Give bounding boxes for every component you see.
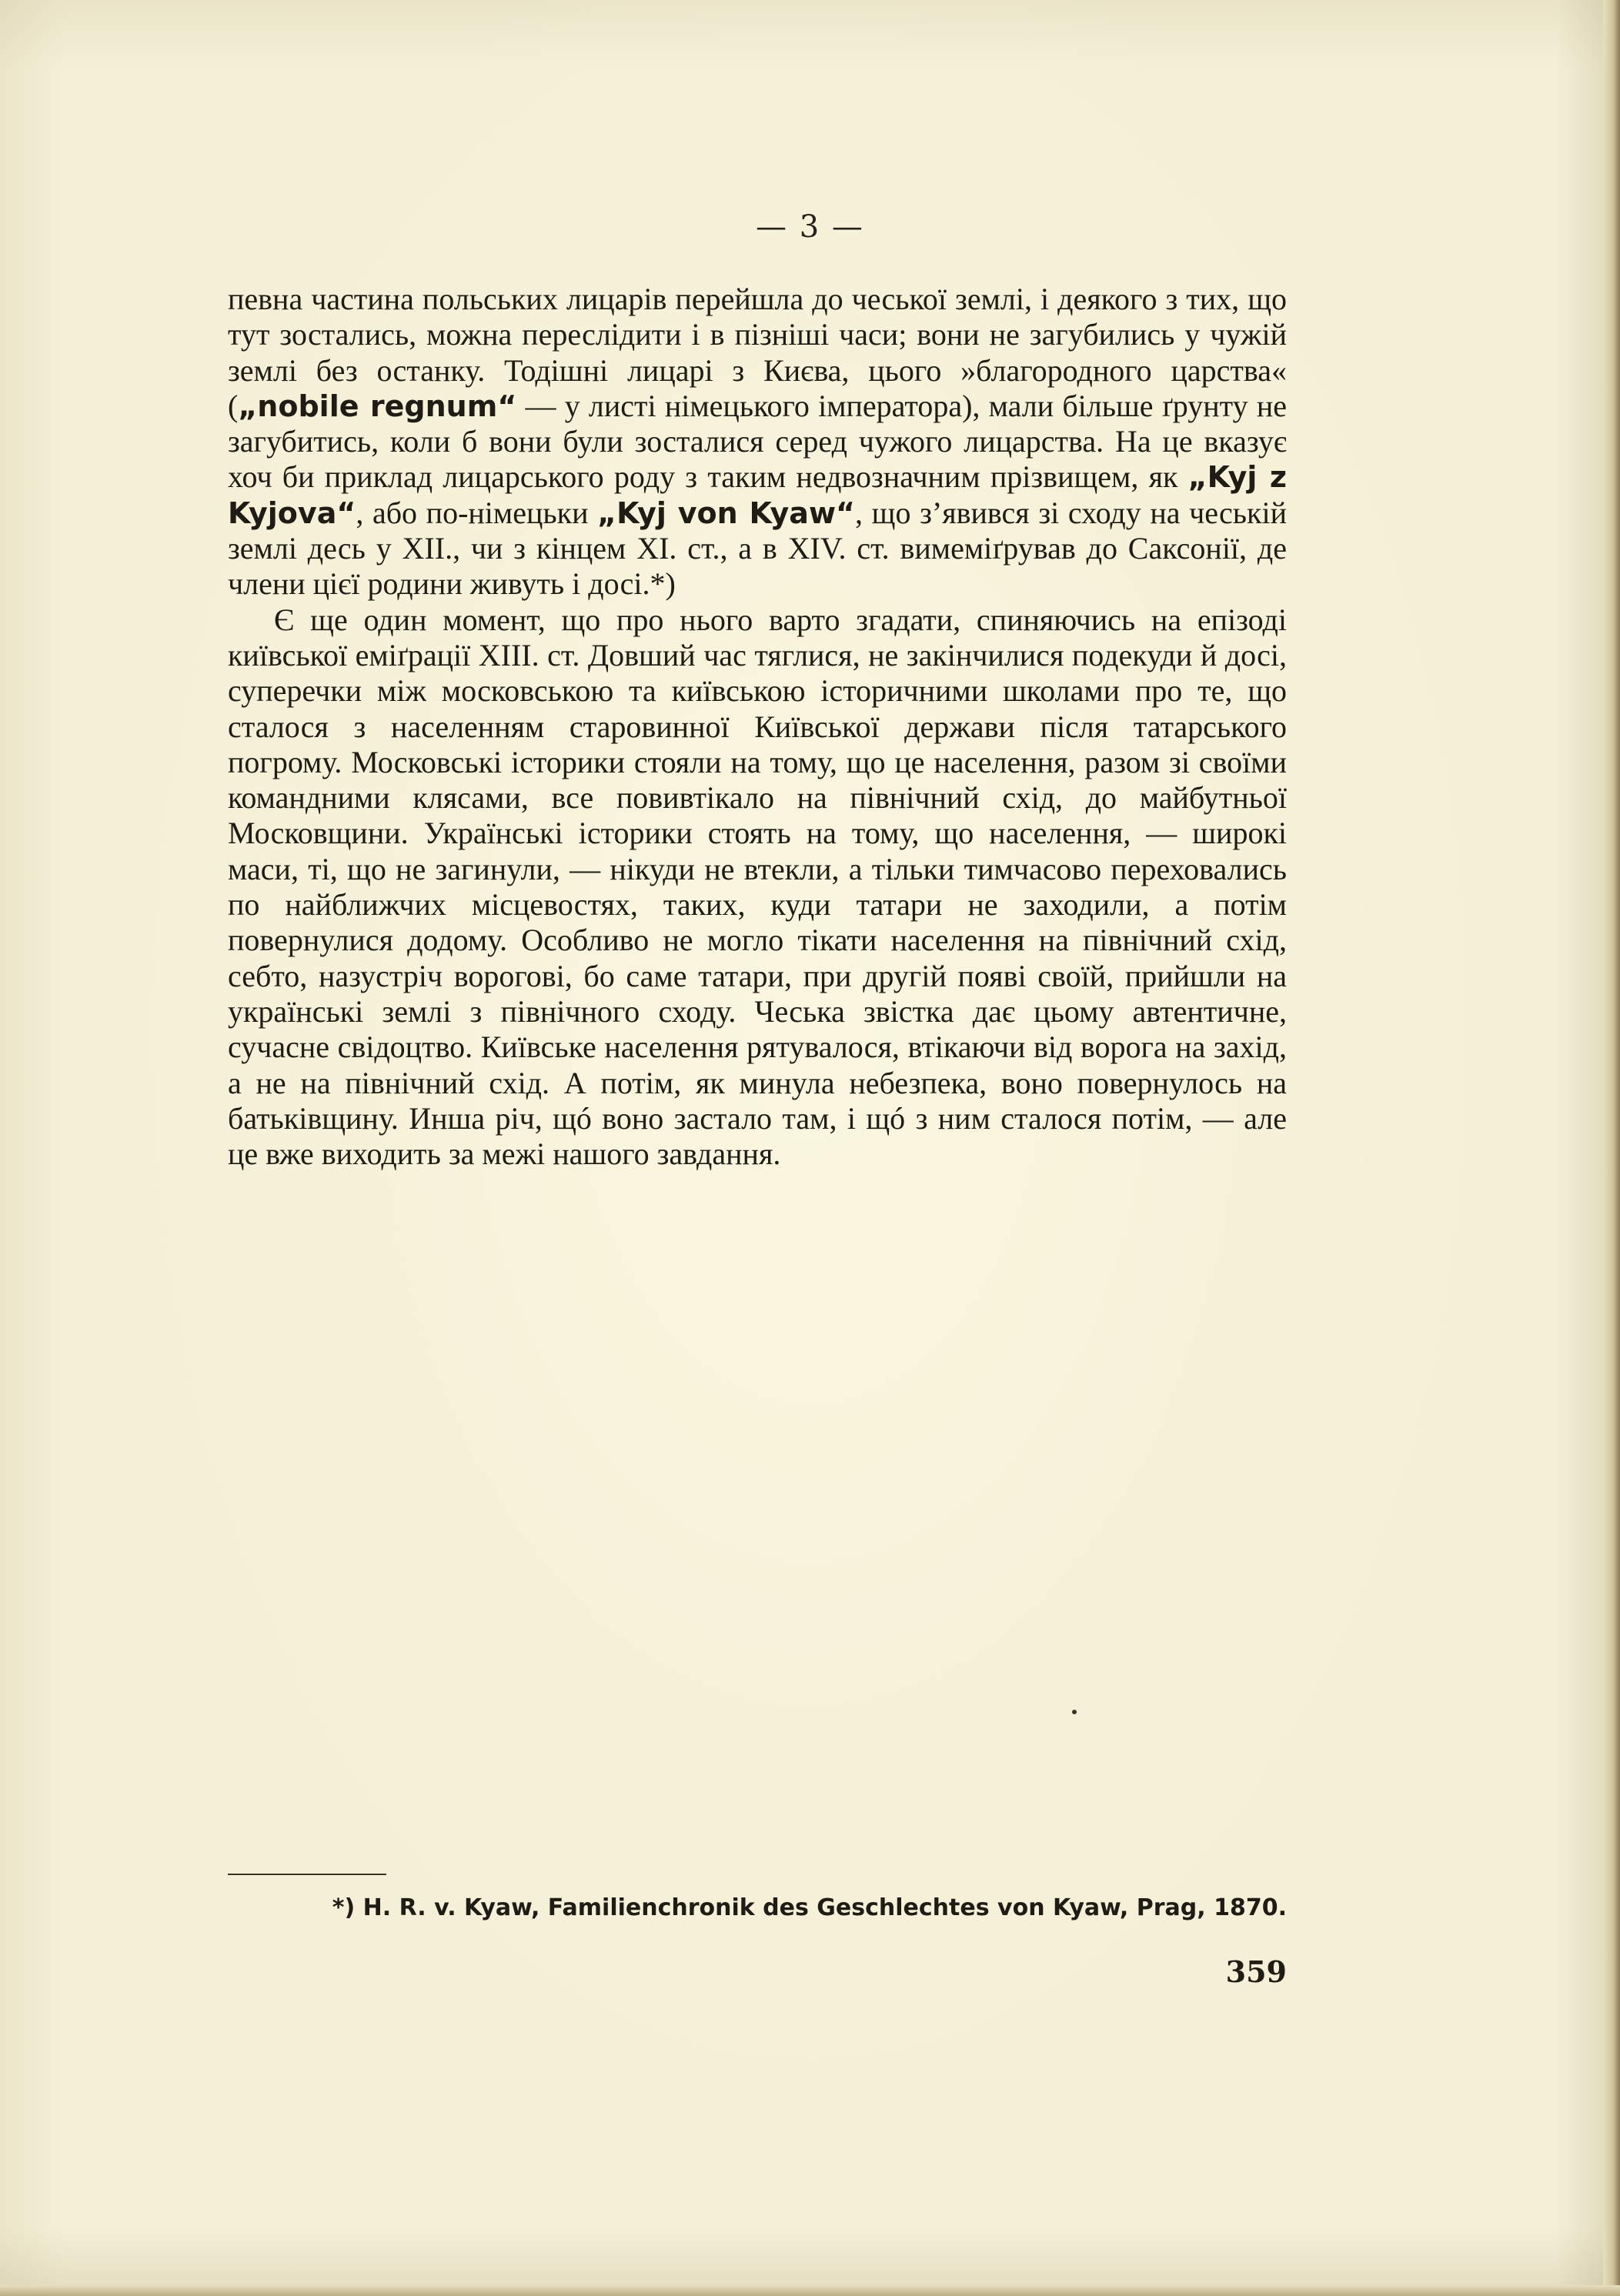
page-bottom-edge xyxy=(0,2285,1620,2296)
latin-name-kyj-von-kyaw: „Kyj von Kyaw“ xyxy=(597,496,856,530)
page-number: 359 xyxy=(1225,1954,1287,1989)
footnote: *) H. R. v. Kyaw, Familienchronik des Geschlechtes von Kyaw, Prag, 1870. xyxy=(332,1894,1287,1921)
p1-text-d: , що з’явився зі сходу на чеській землі десь у XII., чи з кінцем XI. ст., а в XIV. ст. вимеміґрував до Саксонії, де члени цієї родини живуть і досі.*) xyxy=(228,495,1287,602)
page-edge-shadow xyxy=(1603,0,1620,2296)
latin-name-kyj-z-kyjova: „Kyj z Kyjova“ xyxy=(228,460,1287,530)
latin-quote-nobile-regnum: „nobile regnum“ xyxy=(238,389,517,423)
p1-text-b: — у листі німецького імператора), мали більше ґрунту не загубитись, коли б вони були зосталися серед чужого лицарства. На це вказує хоч би приклад лицарського роду з таким недвозначним прізвищем, як xyxy=(228,388,1287,495)
p1-text-c: , або по-німецьки xyxy=(356,495,598,530)
print-speck xyxy=(1072,1710,1077,1714)
footnote-divider xyxy=(228,1874,386,1875)
running-head: — 3 — xyxy=(756,209,864,245)
main-text xyxy=(228,282,1287,1172)
paragraph-1 xyxy=(228,282,1287,602)
paragraph-2: Є ще один момент, що про нього варто згадати, спиняючись на епізоді київської еміґрації XIII. ст. Довший час тяглися, не закінчилися подекуди й досі, суперечки між московською та київською історичними школами про те, що сталося з населенням старовинної Київської держави після татарського погрому. Московські історики стояли на тому, що це населення, разом зі своїми командними клясами, все повивтікало на північний схід, до майбутньої Московщини. Українські історики стоять на тому, що населення, — широкі маси, ті, що не загинули, — нікуди не втекли, а тільки тимчасово переховались по найближчих місцевостях, таких, куди татари не заходили, а потім повернулися додому. Особливо не могло тікати населення на північний схід, себто, назустріч ворогові, бо саме татари, при другій появі своїй, прийшли на українські землі з північного сходу. Чеська звістка дає цьому автентичне, сучасне свідоцтво. Київське населення рятувалося, втікаючи від ворога на захід, а не на північний схід. А потім, як минула небезпека, воно повернулось на батьківщину. Инша річ, щó воно застало там, і щó з ним сталося потім, — але це вже виходить за межі нашого завдання. xyxy=(228,602,1287,1172)
p1-text-a: певна частина польських лицарів перейшла до чеської землі, і деякого з тих, що тут зостались, можна переслідити і в пізніші часи; вони не загубились у чужій землі без останку. Тодішні лицарі з Києва, цього »благородного царства« ( xyxy=(228,282,1287,423)
